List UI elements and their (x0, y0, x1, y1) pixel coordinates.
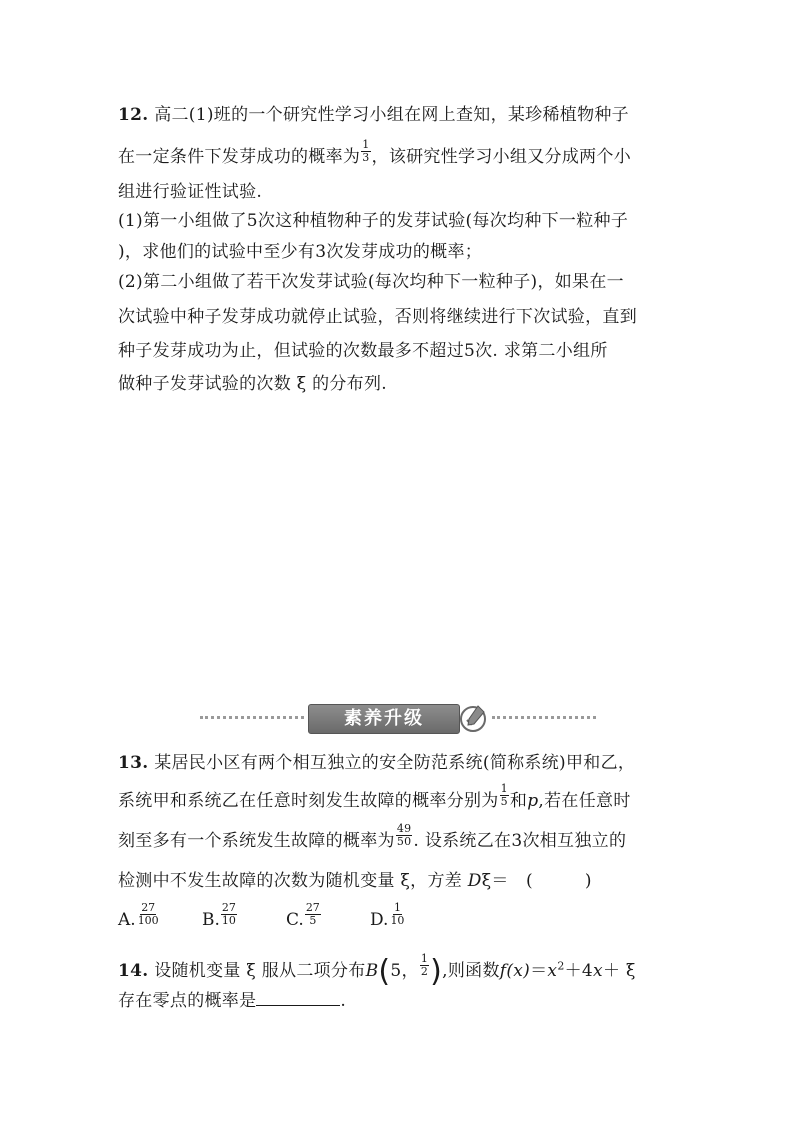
q13-line-4: 检测中不发生故障的次数为随机变量 ξ，方差 Dξ＝ ( ) (118, 871, 592, 891)
banner-title: 素养升级 (308, 704, 460, 734)
answer-blank[interactable] (256, 990, 340, 1006)
q12-line-7: 次试验中种子发芽成功就停止试验，否则将继续进行下次试验，直到 (118, 307, 637, 327)
q14-line-2: 存在零点的概率是 . (118, 991, 347, 1011)
banner-dots-right (492, 716, 596, 719)
q13-option-b[interactable]: B. $\frac{27}{10}$ (202, 901, 236, 930)
q13-number: 13. (118, 753, 149, 773)
q13-option-d[interactable]: D. $\frac{1}{10}$ (370, 901, 405, 930)
section-banner (200, 702, 594, 734)
q13-option-a[interactable]: A. $\frac{27}{100}$ (118, 901, 159, 930)
fraction-one-fifth: $\frac{1}{5}$ (500, 782, 508, 808)
q14-number: 14. (118, 961, 149, 981)
q14-line-1: 14. 设随机变量 ξ 服从二项分布B(5， $\frac{1}{2}$ ),则函数$f(x)=x^2+4x+ \xi$ (118, 952, 636, 989)
q12-line-9: 做种子发芽试验的次数 ξ 的分布列. (118, 374, 387, 394)
q12-line-3: 组进行验证性试验. (118, 182, 263, 202)
q12-line-8: 种子发芽成功为止，但试验的次数最多不超过5次. 求第二小组所 (118, 341, 608, 361)
q12-line-6: (2)第二小组做了若干次发芽试验(每次均种下一粒种子)，如果在一 (118, 272, 624, 292)
q13-line-1: 13. 某居民小区有两个相互独立的安全防范系统(简称系统)甲和乙， (118, 753, 636, 773)
q12-line-4: (1)第一小组做了5次这种植物种子的发芽试验(每次均种下一粒种子 (118, 211, 629, 231)
q13-option-c[interactable]: C. $\frac{27}{5}$ (286, 901, 320, 930)
fraction-49-50: $\frac{49}{50}$ (396, 822, 412, 848)
q13-line-2: 系统甲和系统乙在任意时刻发生故障的概率分别为 $\frac{1}{5}$ 和p,若在任意时 (118, 782, 631, 811)
q12-line-1: 12. 高二(1)班的一个研究性学习小组在网上查知，某珍稀植物种子 (118, 105, 629, 125)
q12-line-5: )，求他们的试验中至少有3次发芽成功的概率； (118, 242, 483, 262)
pencil-note-icon (458, 702, 490, 734)
banner-dots-left (200, 716, 304, 719)
q12-line-2: 在一定条件下发芽成功的概率为 $\frac{1}{3}$ ，该研究性学习小组又分成两个小 (118, 138, 632, 167)
fraction-one-half: $\frac{1}{2}$ (420, 952, 429, 978)
q13-line-3: 刻至多有一个系统发生故障的概率为 $\frac{49}{50}$ . 设系统乙在3次相互独立的 (118, 822, 627, 851)
q12-number: 12. (118, 105, 149, 125)
fraction-one-third: $\frac{1}{3}$ (362, 138, 370, 164)
